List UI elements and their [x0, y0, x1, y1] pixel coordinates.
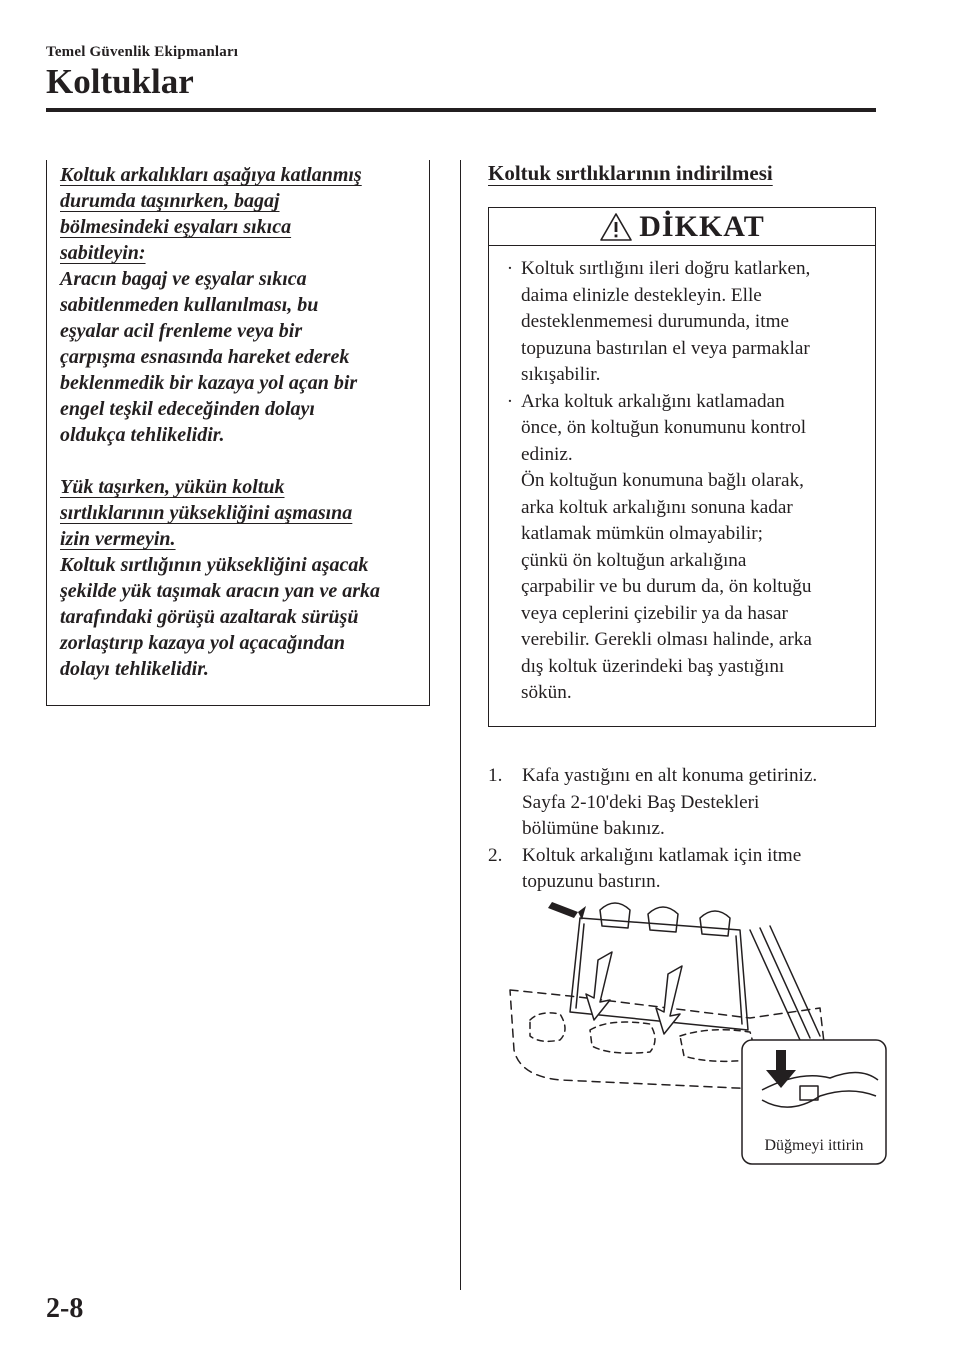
- seat-folding-illustration: [500, 890, 890, 1170]
- step-line: Kafa yastığını en alt konuma getiriniz.: [522, 765, 818, 786]
- step-line: bölümüne bakınız.: [522, 818, 665, 839]
- warning-triangle-icon: [599, 212, 633, 242]
- warning-heading-line: izin vermeyin.: [60, 528, 176, 550]
- page-number: 2-8: [46, 1293, 84, 1324]
- caution-bullet: [499, 389, 869, 707]
- caution-line: daima elinizle destekleyin. Elle: [521, 284, 762, 306]
- step-line: topuzunu bastırın.: [522, 871, 661, 892]
- warning-body-line: zorlaştırıp kazaya yol açacağından: [60, 632, 346, 654]
- step-number: 2.: [488, 844, 503, 866]
- section-label: Temel Güvenlik Ekipmanları: [46, 44, 239, 60]
- warning-heading-line: durumda taşınırken, bagaj: [60, 190, 280, 212]
- column-divider: [460, 160, 461, 1290]
- caution-line: desteklenmemesi durumunda, itme: [521, 311, 790, 332]
- title-rule: [46, 108, 876, 112]
- caution-box: [488, 207, 876, 727]
- warning-body-line: sabitlenmeden kullanılması, bu: [60, 294, 319, 316]
- caution-bullet: [499, 256, 869, 389]
- warning-block-2: [60, 474, 422, 682]
- caution-title: DİKKAT: [639, 209, 765, 243]
- caution-line: sıkışabilir.: [521, 364, 601, 385]
- step-line: Sayfa 2-10'deki Baş Destekleri: [522, 791, 760, 813]
- step-line: Koltuk arkalığını katlamak için itme: [522, 844, 802, 866]
- caution-line: çünkü ön koltuğun arkalığına: [521, 549, 747, 571]
- caution-body: [499, 256, 869, 707]
- warning-body-line: Koltuk sırtlığının yüksekliğini aşacak: [60, 554, 369, 576]
- caution-line: sökün.: [521, 682, 572, 703]
- caution-line: çarpabilir ve bu durum da, ön koltuğu: [521, 576, 812, 597]
- warning-body-line: Aracın bagaj ve eşyalar sıkıca: [60, 268, 307, 290]
- warning-body-line: beklenmedik bir kazaya yol açan bir: [60, 372, 358, 394]
- warning-body-line: tarafındaki görüşü azaltarak sürüşü: [60, 606, 359, 628]
- step-number: 1.: [488, 765, 503, 786]
- bullet-marker: ·: [506, 390, 514, 412]
- caution-line: verebilir. Gerekli olması halinde, arka: [521, 629, 812, 650]
- warning-body-line: çarpışma esnasında hareket ederek: [60, 346, 350, 368]
- warning-heading-line: sırtlıklarının yüksekliğini aşmasına: [60, 502, 353, 524]
- page-title: Koltuklar: [46, 62, 194, 101]
- caution-line: topuzuna bastırılan el veya parmaklar: [521, 337, 810, 359]
- warning-block-1: [60, 162, 422, 448]
- caution-header: [489, 208, 875, 246]
- warning-heading-line: bölmesindeki eşyaları sıkıca: [60, 216, 292, 238]
- warning-text: [60, 162, 422, 682]
- bullet-marker: ·: [506, 258, 514, 279]
- warning-body-line: engel teşkil edeceğinden dolayı: [60, 398, 315, 420]
- warning-heading-line: sabitleyin:: [60, 242, 146, 264]
- caution-line: katlamak mümkün olmayabilir;: [521, 523, 763, 544]
- caution-line: ediniz.: [521, 443, 573, 465]
- illustration-caption: Düğmeyi ittirin: [764, 1137, 864, 1154]
- warning-body-line: dolayı tehlikelidir.: [60, 658, 209, 680]
- caution-line: Arka koltuk arkalığını katlamadan: [521, 390, 785, 412]
- caution-line: Koltuk sırtlığını ileri doğru katlarken,: [521, 258, 811, 279]
- warning-heading-line: Koltuk arkalıkları aşağıya katlanmış: [60, 164, 362, 186]
- caution-line: dış koltuk üzerindeki baş yastığını: [521, 655, 785, 677]
- caution-line: veya ceplerini çizebilir ya da hasar: [521, 602, 788, 624]
- warning-body-line: eşyalar acil frenleme veya bir: [60, 320, 303, 342]
- section-heading: Koltuk sırtlıklarının indirilmesi: [488, 161, 773, 185]
- step-item: [488, 843, 878, 896]
- caution-line: önce, ön koltuğun konumunu kontrol: [521, 417, 807, 438]
- warning-body-line: şekilde yük taşımak aracın yan ve arka: [60, 580, 380, 602]
- warning-body-line: oldukça tehlikelidir.: [60, 424, 225, 446]
- caution-line: arka koltuk arkalığını sonuna kadar: [521, 496, 793, 518]
- step-item: [488, 763, 878, 843]
- caution-line: Ön koltuğun konumuna bağlı olarak,: [521, 470, 804, 491]
- warning-heading-line: Yük taşırken, yükün koltuk: [60, 476, 285, 498]
- steps-list: [488, 763, 878, 896]
